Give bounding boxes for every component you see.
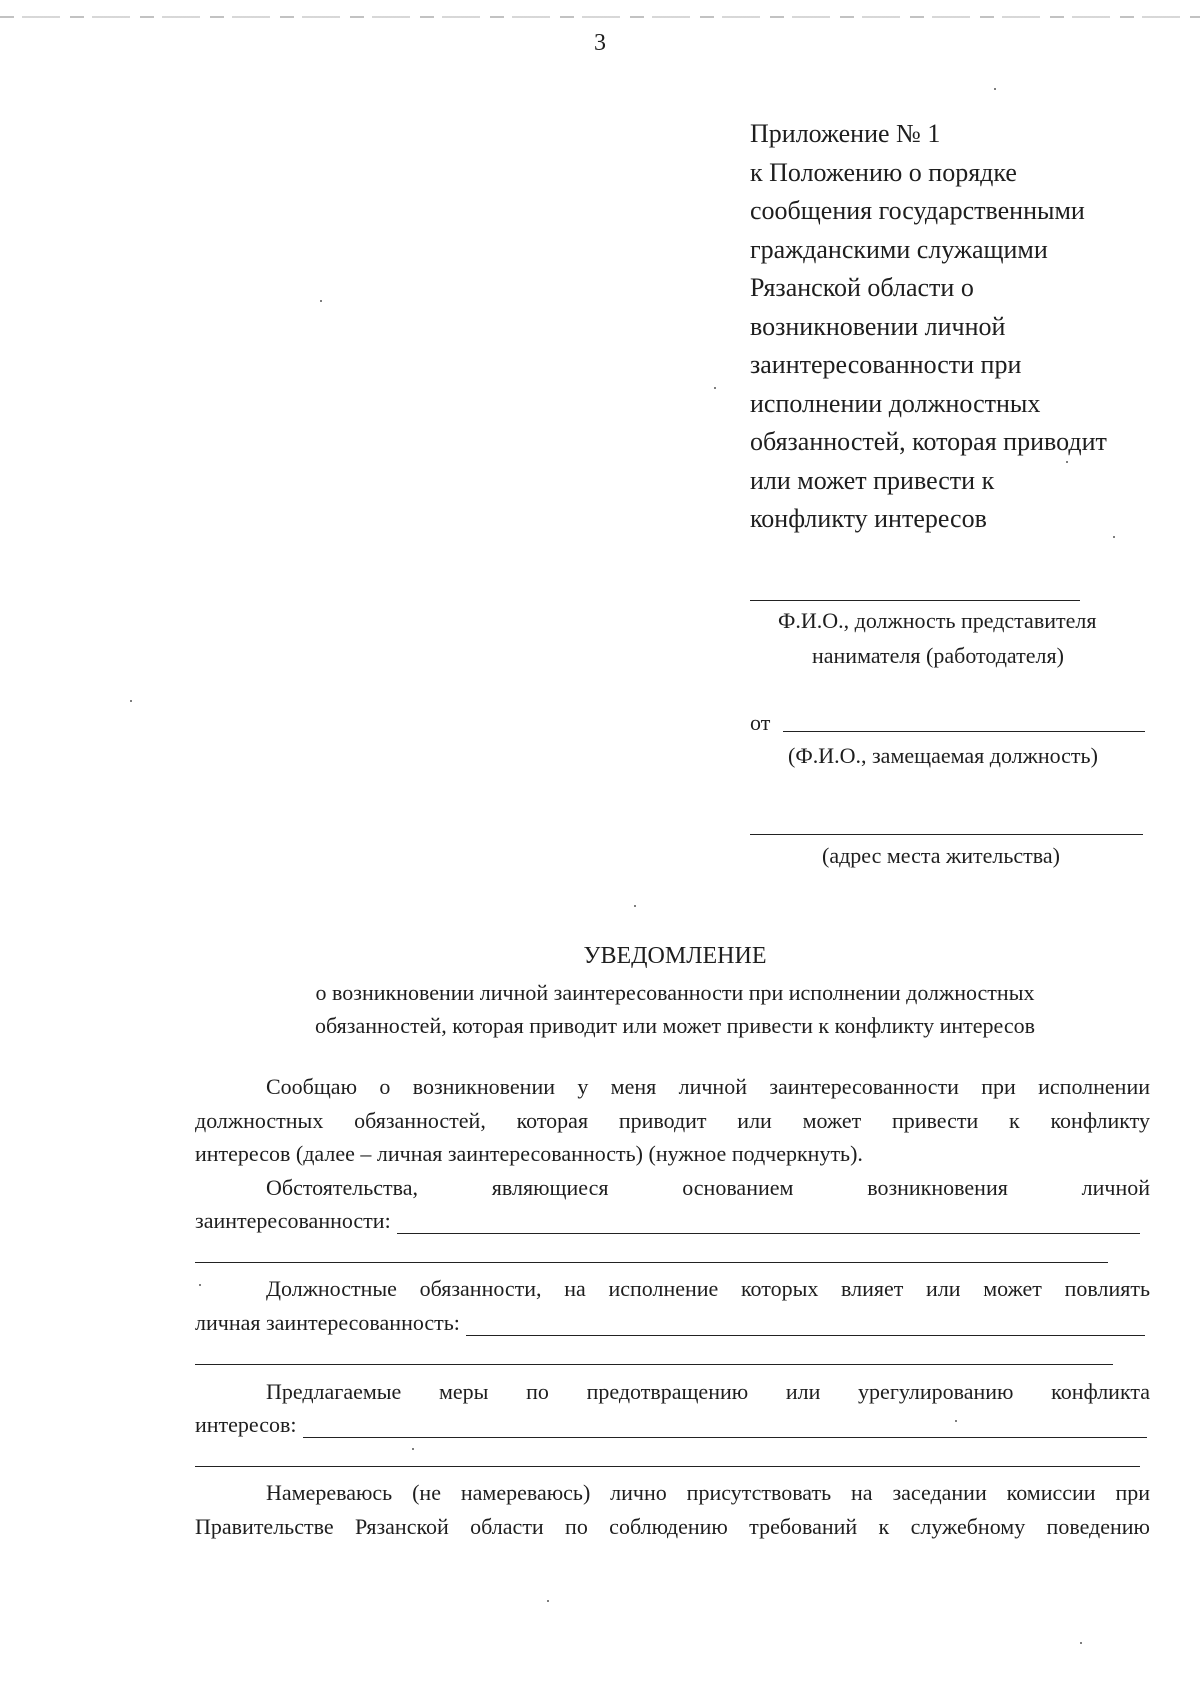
- employer-caption: нанимателя (работодателя): [812, 643, 1064, 668]
- address-caption: (адрес места жительства): [822, 843, 1060, 868]
- employer-field-line[interactable]: [750, 600, 1080, 601]
- appendix-line: возникновении личной: [750, 311, 1006, 341]
- body-text-line: Правительстве Рязанской области по соблюдению требований к служебному поведению: [195, 1514, 1150, 1539]
- appendix-line: или может привести к: [750, 465, 995, 495]
- scan-speck: [634, 905, 636, 907]
- scan-speck: [1066, 461, 1068, 463]
- page-number: 3: [594, 30, 606, 56]
- measures-field-line-2[interactable]: [195, 1466, 1140, 1467]
- scan-speck: [412, 1448, 414, 1450]
- scan-speck: [320, 300, 322, 302]
- appendix-line: обязанностей, которая приводит: [750, 427, 1107, 456]
- scan-speck: [994, 88, 996, 90]
- appendix-line: гражданскими служащими: [750, 234, 1048, 264]
- measures-field: [195, 1412, 1147, 1438]
- address-field-line[interactable]: [750, 834, 1143, 835]
- notice-subtitle: обязанностей, которая приводит или может привести к конфликту интересов: [314, 1013, 1036, 1038]
- scan-speck: [130, 700, 132, 702]
- circumstances-field-line-2[interactable]: [195, 1262, 1108, 1263]
- notice-subtitle: о возникновении личной заинтересованности при исполнении должностных: [315, 980, 1035, 1005]
- scan-speck: [1113, 536, 1115, 538]
- appendix-line: исполнении должностных: [750, 388, 1041, 418]
- circumstances-field-line[interactable]: [397, 1215, 1140, 1234]
- scan-top-edge: [0, 16, 1200, 18]
- circumstances-field: [195, 1208, 1140, 1234]
- body-text-line: интересов (далее – личная заинтересованность) (нужное подчеркнуть).: [195, 1141, 863, 1166]
- measures-field-line[interactable]: [303, 1419, 1147, 1438]
- appendix-line: сообщения государственными: [750, 196, 1085, 225]
- body-text-line: Предлагаемые меры по предотвращению или урегулированию конфликта: [266, 1379, 1150, 1404]
- appendix-line: Приложение № 1: [750, 119, 941, 148]
- appendix-line: Рязанской области о: [750, 273, 974, 302]
- body-text-line: Обстоятельства, являющиеся основанием возникновения личной: [266, 1175, 1150, 1200]
- body-text-line: Должностные обязанности, на исполнение которых влияет или может повлиять: [266, 1276, 1150, 1301]
- scan-speck: [1080, 1642, 1082, 1644]
- measures-label: интересов:: [195, 1412, 297, 1437]
- scan-speck: [714, 387, 716, 389]
- sender-field-line[interactable]: [783, 731, 1145, 732]
- notice-title: УВЕДОМЛЕНИЕ: [583, 943, 767, 969]
- scan-speck: [199, 1284, 201, 1286]
- circumstances-label: заинтересованности:: [195, 1208, 391, 1233]
- employer-caption: Ф.И.О., должность представителя: [778, 608, 1097, 633]
- appendix-line: конфликту интересов: [750, 504, 987, 533]
- body-text-line: Сообщаю о возникновении у меня личной заинтересованности при исполнении: [266, 1074, 1150, 1099]
- duties-field-line[interactable]: [466, 1317, 1145, 1336]
- scan-speck: [547, 1600, 549, 1602]
- appendix-heading: [750, 115, 1150, 539]
- duties-label: личная заинтересованность:: [195, 1310, 460, 1335]
- scan-speck: [955, 1420, 957, 1422]
- appendix-line: к Положению о порядке: [750, 157, 1017, 187]
- body-text-line: Намереваюсь (не намереваюсь) лично присутствовать на заседании комиссии при: [266, 1480, 1150, 1505]
- duties-field: [195, 1310, 1145, 1336]
- sender-caption: (Ф.И.О., замещаемая должность): [788, 743, 1098, 768]
- appendix-line: заинтересованности при: [750, 350, 1022, 379]
- from-label: от: [750, 710, 771, 735]
- duties-field-line-2[interactable]: [195, 1364, 1113, 1365]
- body-text-line: должностных обязанностей, которая приводит или может привести к конфликту: [195, 1108, 1150, 1133]
